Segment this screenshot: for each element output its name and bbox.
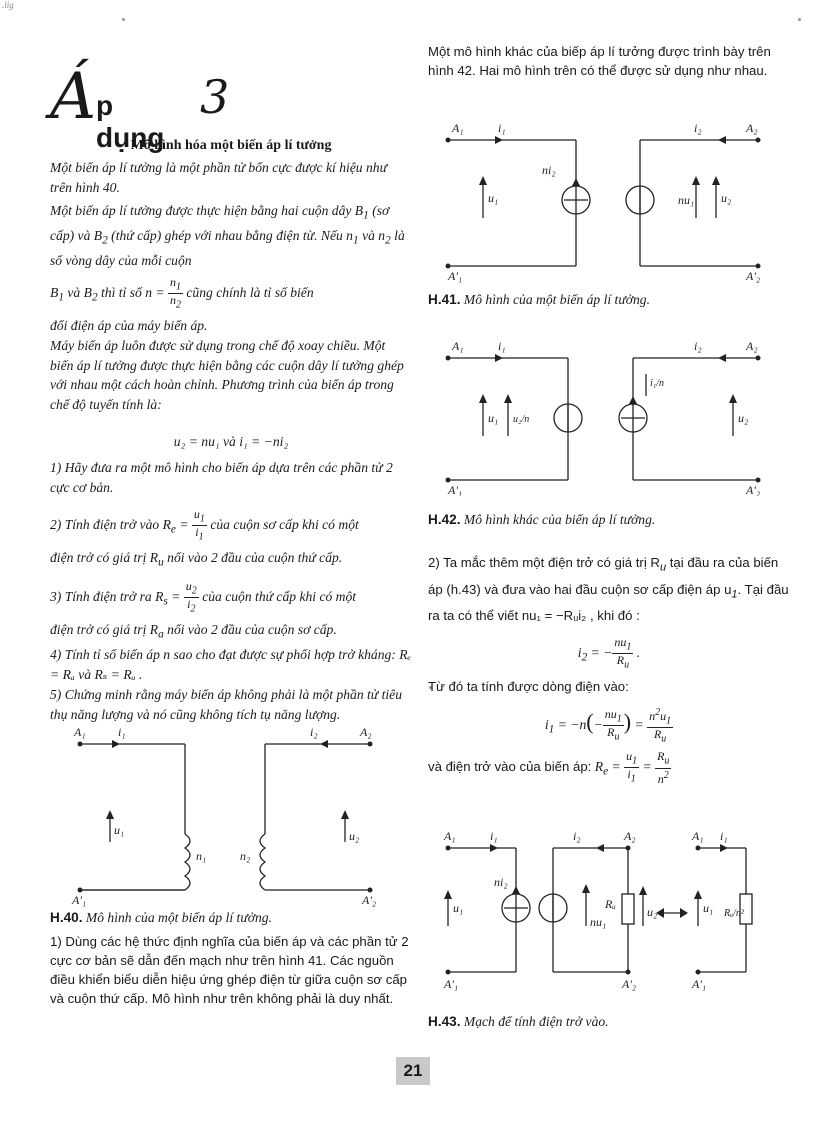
title-word: p dụng bbox=[96, 90, 165, 153]
label-A2p: A'₂ bbox=[362, 893, 377, 907]
label-u2: u₂ bbox=[647, 905, 658, 919]
label-i2: i₂ bbox=[573, 829, 581, 843]
label-A2: A₂ bbox=[746, 121, 758, 135]
label-i1-over-n: i₁/n bbox=[650, 378, 665, 389]
answer-1: 1) Dùng các hệ thức định nghĩa của biến áp và các phần tử 2 cực cơ bản sẽ dẫn đến mạch như trên hình 41. Các nguồn điều khiển biểu diễn hiệu ứng ghép điện từ giữa cuộn sơ cấp và cuộn thứ cấp. Mô hình như trên không phải là duy nhất. bbox=[50, 934, 409, 1006]
speck bbox=[122, 18, 125, 21]
label-A1-eq: A₁ bbox=[692, 829, 704, 843]
label-Ru-over-n2: Rᵤ/n² bbox=[724, 908, 744, 919]
caption-42: H.42. Mô hình khác của biến áp lí tưởng. bbox=[428, 512, 656, 527]
title-number: 3 bbox=[200, 70, 230, 124]
label-i2: i₂ bbox=[694, 339, 702, 353]
figure-41 bbox=[428, 118, 780, 283]
label-A1p-eq: A'₁ bbox=[692, 977, 707, 991]
ratio-line: $B_1$ và $B_2$ thì tỉ số n = $\frac{n_1}{n_2}$ cũng chính là tỉ số biến bbox=[50, 275, 314, 311]
label-A2p: A'₂ bbox=[622, 977, 637, 991]
label-A1p: A'₁ bbox=[444, 977, 459, 991]
label-A2p: A'₂ bbox=[746, 483, 761, 496]
question-3: 3) Tính điện trở ra $R_s$ = $\frac{u_2}{i_2}$ của cuộn thứ cấp khi có một bbox=[50, 579, 357, 615]
label-A1p: A'₁ bbox=[448, 269, 463, 283]
equation-1: u₂ = nu₁ và i₁ = −ni₂ bbox=[173, 434, 289, 449]
question-5: 5) Chứng minh rằng máy biến áp không phải là một phần tử tiêu thụ năng lượng và nó cũng không tích tụ năng lượng. bbox=[50, 687, 403, 722]
label-u1: u₁ bbox=[114, 823, 125, 837]
label-i1: i₁ bbox=[118, 725, 126, 739]
label-A2: A₂ bbox=[746, 339, 758, 353]
label-i2: i₂ bbox=[694, 121, 702, 135]
label-u1: u₁ bbox=[488, 191, 499, 205]
label-u1: u₁ bbox=[488, 411, 499, 425]
question-3-cont: điện trở có giá trị $R_a$ nối vào 2 đầu của cuộn sơ cấp. bbox=[50, 622, 337, 641]
caption-43: H.43. Mạch để tính điện trở vào. bbox=[428, 1014, 609, 1029]
label-ni2: ni₂ bbox=[542, 163, 556, 177]
label-A1: A₁ bbox=[74, 725, 86, 739]
page-number: 21 bbox=[396, 1057, 430, 1085]
label-u1-eq: u₁ bbox=[703, 901, 714, 915]
label-A2: A₂ bbox=[360, 725, 372, 739]
label-u2: u₂ bbox=[349, 829, 360, 843]
label-ni2: ni₂ bbox=[494, 875, 508, 889]
label-u2: u₂ bbox=[721, 191, 732, 205]
label-n2: n₂ bbox=[240, 849, 251, 863]
from-line: Từ đó ta tính được dòng điện vào: bbox=[428, 679, 629, 694]
question-2-cont: điện trở có giá trị $R_u$ nối vào 2 đầu của cuộn thứ cấp. bbox=[50, 550, 343, 569]
label-Ru: Rᵤ bbox=[605, 897, 616, 911]
label-u2: u₂ bbox=[738, 411, 749, 425]
label-i1-eq: i₁ bbox=[720, 829, 728, 843]
label-i1: i₁ bbox=[490, 829, 498, 843]
question-2: 2) Tính điện trở vào $R_e$ = $\frac{u_1}{i_1}$ của cuộn sơ cấp khi có một bbox=[50, 507, 359, 543]
label-A1: A₁ bbox=[444, 829, 456, 843]
label-u2-over-n: u₂/n bbox=[513, 414, 530, 425]
caption-40: H.40. Mô hình của một biến áp lí tưởng. bbox=[50, 910, 272, 925]
figure-42 bbox=[428, 336, 780, 496]
label-i1: i₁ bbox=[498, 121, 506, 135]
label-A1: A₁ bbox=[452, 121, 464, 135]
corner-mark: .lig bbox=[2, 0, 14, 10]
figure-40 bbox=[60, 722, 412, 907]
label-n1: n₁ bbox=[196, 849, 207, 863]
paragraph-2: Một biến áp lí tưởng được thực hiện bằng hai cuộn dây $B_1$ (sơ cấp) và $B_2$ (thứ cấp) ghép với nhau bằng điện từ. Nếu $n_1$ và $n_2$ là số vòng dây của mỗi cuộn bbox=[50, 203, 405, 269]
input-resistance-line: và điện trở vào của biến áp: $R_e$ = $\frac{u_1}{i_1}$ = $\frac{R_u}{n^2}$ bbox=[428, 749, 670, 786]
label-A2p: A'₂ bbox=[746, 269, 761, 283]
paragraph-1: Một biến áp lí tưởng là một phần tử bốn cực được kí hiệu như trên hình 40. bbox=[50, 160, 388, 195]
label-i2: i₂ bbox=[310, 725, 318, 739]
figure-43 bbox=[428, 826, 790, 996]
label-nu1: nu₁ bbox=[590, 915, 607, 929]
speck bbox=[798, 18, 801, 21]
label-u1: u₁ bbox=[453, 901, 464, 915]
label-A1: A₁ bbox=[452, 339, 464, 353]
question-1: 1) Hãy đưa ra một mô hình cho biến áp dựa trên các phần tử 2 cực cơ bản. bbox=[50, 460, 393, 495]
caption-41: H.41. Mô hình của một biến áp lí tưởng. bbox=[428, 292, 650, 307]
paragraph-4: đổi điện áp của máy biến áp. bbox=[50, 318, 208, 333]
answer-2: 2) Ta mắc thêm một điện trở có giá trị $R_u$ tại đầu ra của biến áp (h.43) và đưa vào hai đầu cuộn sơ cấp điện áp $u_1$. Tại đầu ra ta có thể viết nu₁ = −Rᵤi₂ , khi đó : bbox=[428, 555, 789, 624]
label-A1p: A'₁ bbox=[72, 893, 87, 907]
subtitle: Mô hình hóa một biến áp lí tưởng bbox=[130, 138, 332, 153]
label-i1: i₁ bbox=[498, 339, 506, 353]
label-A1p: A'₁ bbox=[448, 483, 463, 496]
label-nu1: nu₁ bbox=[678, 193, 695, 207]
intro-paragraph: Một mô hình khác của biếp áp lí tưởng được trình bày trên hình 42. Hai mô hình trên có thể được sử dụng như nhau. bbox=[428, 44, 771, 78]
paragraph-5: Máy biến áp luôn được sử dụng trong chế độ xoay chiều. Một biến áp lí tưởng được thực hiện bằng các cuộn dây lí tưởng ghép với nhau một cách hoàn chỉnh. Phương trình của biến áp trong chế độ tuyến tính là: bbox=[50, 338, 404, 412]
title-letter: Á bbox=[50, 60, 97, 134]
equation-i2: $i_2$ = − $\frac{nu_1}{R_u}$ . bbox=[577, 635, 641, 671]
label-A2: A₂ bbox=[624, 829, 636, 843]
question-4: 4) Tính tỉ số biến áp n sao cho đạt được sự phối hợp trở kháng: Rₑ = Rₐ và Rₛ = Rᵤ . bbox=[50, 647, 412, 682]
equation-i1: $i_1 = -n(-$ $\frac{nu_1}{R_u}$ ) = $\frac{n^2u_1}{R_u}$ bbox=[544, 707, 672, 745]
